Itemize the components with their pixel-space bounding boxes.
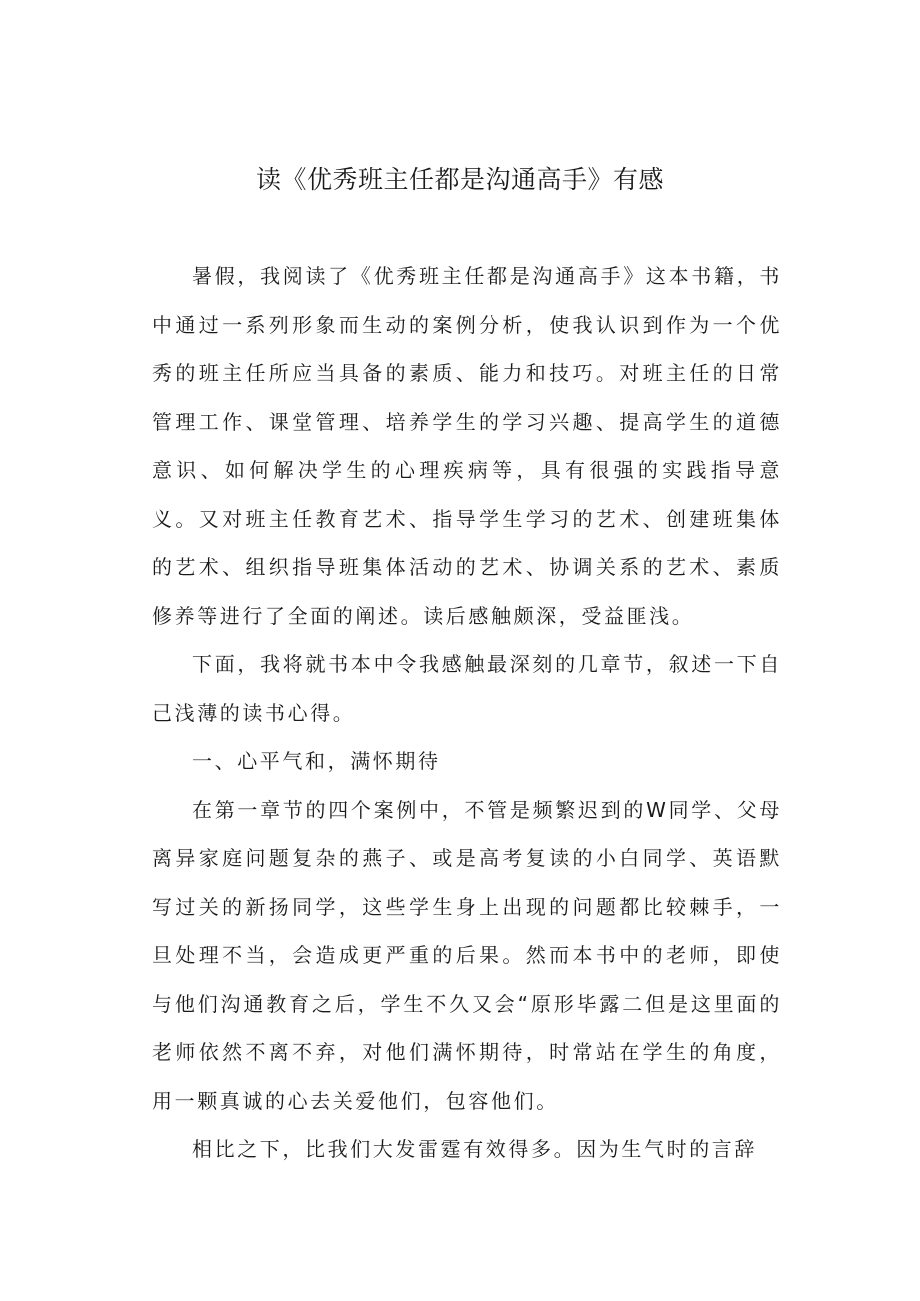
document-body	[152, 252, 782, 1174]
paragraph-cases: 在第一章节的四个案例中，不管是频繁迟到的W同学、父母离异家庭问题复杂的燕子、或是高考复读的小白同学、英语默写过关的新扬同学，这些学生身上出现的问题都比较棘手，一旦处理不当，会造成更严重的后果。然而本书中的老师，即使与他们沟通教育之后，学生不久又会“原形毕露二但是这里面的老师依然不离不弃，对他们满怀期待，时常站在学生的角度，用一颗真诚的心去关爱他们，包容他们。	[152, 797, 782, 1113]
document-title: 读《优秀班主任都是沟通高手》有感	[255, 165, 664, 194]
section-heading-1: 一、心平气和，满怀期待	[192, 749, 441, 773]
paragraph-intro: 暑假，我阅读了《优秀班主任都是沟通高手》这本书籍，书中通过一系列形象而生动的案例分析，使我认识到作为一个优秀的班主任所应当具备的素质、能力和技巧。对班主任的日常管理工作、课堂管理、培养学生的学习兴趣、提高学生的道德意识、如何解决学生的心理疾病等，具有很强的实践指导意义。又对班主任教育艺术、指导学生学习的艺术、创建班集体的艺术、组织指导班集体活动的艺术、协调关系的艺术、素质修养等进行了全面的阐述。读后感触颇深，受益匪浅。	[152, 264, 782, 628]
paragraph-comparison: 相比之下，比我们大发雷霆有效得多。因为生气时的言辞	[192, 1137, 757, 1161]
paragraph-transition: 下面，我将就书本中令我感触最深刻的几章节，叙述一下自己浅薄的读书心得。	[152, 652, 782, 725]
